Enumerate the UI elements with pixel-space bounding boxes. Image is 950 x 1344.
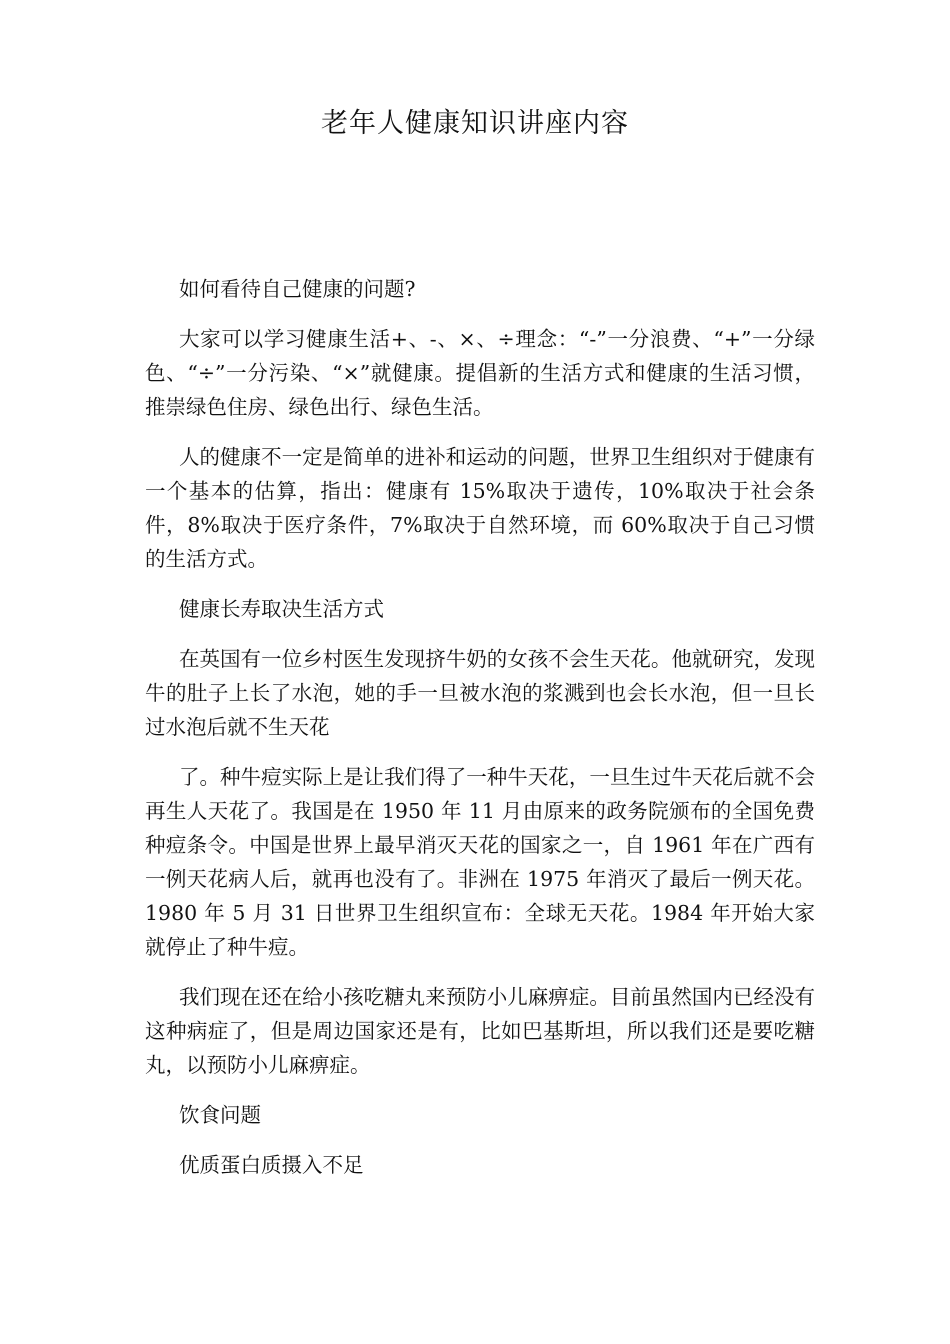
paragraph: 我们现在还在给小孩吃糖丸来预防小儿麻痹症。目前虽然国内已经没有这种病症了，但是周边国家还是有，比如巴基斯坦，所以我们还是要吃糖丸，以预防小儿麻痹症。 bbox=[145, 985, 815, 1077]
paragraph: 人的健康不一定是简单的进补和运动的问题，世界卫生组织对于健康有一个基本的估算，指出：健康有 15%取决于遗传，10%取决于社会条件，8%取决于医疗条件，7%取决于自然环境，而 60%取决于自己习惯的生活方式。 bbox=[145, 445, 815, 571]
section-heading: 健康长寿取决生活方式 bbox=[179, 597, 384, 621]
paragraph: 了。种牛痘实际上是让我们得了一种牛天花，一旦生过牛天花后就不会再生人天花了。我国是在 1950 年 11 月由原来的政务院颁布的全国免费种痘条令。中国是世界上最早消灭天花的国家之一，自 1961 年在广西有一例天花病人后，就再也没有了。非洲在 1975 年消灭了最后一例天花。1980 年 5 月 31 日世界卫生组织宣布：全球无天花。1984 年开始大家就停止了种牛痘。 bbox=[145, 765, 815, 959]
section-heading: 如何看待自己健康的问题? bbox=[179, 277, 416, 301]
document-title: 老年人健康知识讲座内容 bbox=[321, 108, 629, 139]
paragraph: 在英国有一位乡村医生发现挤牛奶的女孩不会生天花。他就研究，发现牛的肚子上长了水泡，她的手一旦被水泡的浆溅到也会长水泡，但一旦长过水泡后就不生天花 bbox=[145, 647, 815, 739]
section-heading: 饮食问题 bbox=[179, 1103, 261, 1127]
document-body bbox=[145, 272, 815, 1198]
section-heading: 优质蛋白质摄入不足 bbox=[179, 1153, 364, 1177]
paragraph: 大家可以学习健康生活+、-、×、÷理念：“-”一分浪费、“+”一分绿色、“÷”一分污染、“×”就健康。提倡新的生活方式和健康的生活习惯，推崇绿色住房、绿色出行、绿色生活。 bbox=[145, 327, 815, 419]
